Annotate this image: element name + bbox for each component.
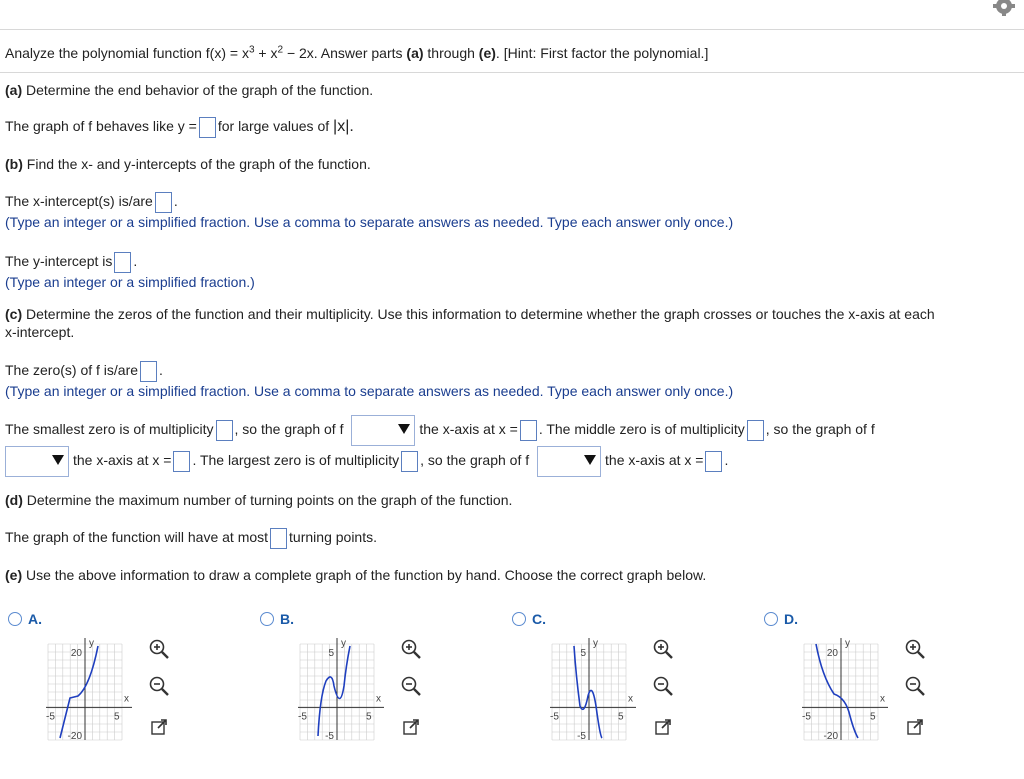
zoom-out-icon[interactable] (400, 675, 422, 697)
part-a-sentence: The graph of f behaves like y = for large values of |x|. (5, 117, 354, 138)
y-tick-bottom: -5 (577, 731, 586, 742)
end-behavior-input[interactable] (199, 117, 216, 138)
option-graph (534, 636, 664, 746)
option-label: B. (280, 611, 294, 627)
question-intro: Analyze the polynomial function $f(x) = x^3 + x^2 - 2x$. Answer parts (a) through (e). [Hint: First factor the polynomial.] (5, 44, 709, 61)
x-axis-label: x (376, 693, 381, 705)
option-graph (786, 636, 916, 746)
x-axis-label: x (124, 693, 129, 705)
zoom-in-icon[interactable] (652, 638, 674, 660)
largest-behavior-dropdown[interactable] (537, 446, 601, 477)
y-intercept-sentence: The y-intercept is . (5, 252, 137, 273)
x-tick-right: 5 (618, 711, 624, 723)
y-axis-label: y (341, 638, 346, 649)
x-tick-right: 5 (366, 711, 372, 723)
chevron-down-icon (398, 424, 410, 434)
x-tick-left: -5 (550, 711, 559, 723)
part-b-heading: (b) Find the x- and y-intercepts of the graph of the function. (5, 156, 371, 172)
y-axis-label: y (593, 638, 598, 649)
expand-icon[interactable] (652, 716, 674, 738)
option-graph (30, 636, 160, 746)
radio-button[interactable] (512, 612, 526, 626)
largest-multiplicity-input[interactable] (401, 451, 418, 472)
abs-x: |x|. (333, 118, 354, 136)
option-label: C. (532, 611, 546, 627)
chevron-down-icon (584, 455, 596, 465)
x-tick-left: -5 (46, 711, 55, 723)
multiplicity-line2: the x-axis at x = . The largest zero is of multiplicity , so the graph of f the x-axis at x = . (5, 445, 728, 477)
y-tick-top: 5 (580, 648, 586, 659)
zeros-sentence: The zero(s) of f is/are . (5, 361, 163, 382)
part-d-sentence: The graph of the function will have at most turning points. (5, 528, 377, 549)
x-intercept-input[interactable] (155, 192, 172, 213)
zoom-in-icon[interactable] (148, 638, 170, 660)
zoom-out-icon[interactable] (904, 675, 926, 697)
expand-icon[interactable] (904, 716, 926, 738)
x-intercept-sentence: The x-intercept(s) is/are . (5, 192, 178, 213)
option-graph (282, 636, 412, 746)
radio-button[interactable] (8, 612, 22, 626)
multiplicity-line1: The smallest zero is of multiplicity , so the graph of f the x-axis at x = . The middle zero is of multiplicity , so the graph of f (5, 414, 875, 446)
part-a-heading: (a) Determine the end behavior of the graph of the function. (5, 82, 374, 98)
expand-icon[interactable] (148, 716, 170, 738)
middle-multiplicity-input[interactable] (747, 420, 764, 441)
middle-behavior-dropdown[interactable] (5, 446, 69, 477)
x-axis-label: x (628, 693, 633, 705)
middle-zero-input[interactable] (173, 451, 190, 472)
zeros-input[interactable] (140, 361, 157, 382)
part-e-heading: (e) Use the above information to draw a complete graph of the function by hand. Choose the correct graph below. (5, 567, 707, 583)
y-intercept-note: (Type an integer or a simplified fraction.) (5, 274, 255, 290)
turning-points-input[interactable] (270, 528, 287, 549)
curve (318, 646, 350, 736)
x-tick-right: 5 (114, 711, 120, 723)
header-divider (0, 29, 1024, 30)
zoom-out-icon[interactable] (148, 675, 170, 697)
expand-icon[interactable] (400, 716, 422, 738)
radio-button[interactable] (764, 612, 778, 626)
x-tick-left: -5 (802, 711, 811, 723)
y-tick-bottom: -20 (67, 731, 82, 742)
zoom-in-icon[interactable] (400, 638, 422, 660)
option-label: D. (784, 611, 798, 627)
y-axis-label: y (89, 638, 94, 649)
y-tick-top: 5 (328, 648, 334, 659)
zoom-out-icon[interactable] (652, 675, 674, 697)
x-intercept-note: (Type an integer or a simplified fraction. Use a comma to separate answers as needed. Type each answer only once.) (5, 214, 734, 230)
y-tick-top: 20 (70, 648, 82, 659)
y-intercept-input[interactable] (114, 252, 131, 273)
smallest-zero-input[interactable] (520, 420, 537, 441)
y-tick-bottom: -5 (325, 731, 334, 742)
x-axis-label: x (880, 693, 885, 705)
y-axis-label: y (845, 638, 850, 649)
y-tick-top: 20 (826, 648, 838, 659)
zoom-in-icon[interactable] (904, 638, 926, 660)
option-label: A. (28, 611, 42, 627)
y-tick-bottom: -20 (823, 731, 838, 742)
smallest-multiplicity-input[interactable] (216, 420, 233, 441)
x-tick-left: -5 (298, 711, 307, 723)
part-c-heading-line2: x-intercept. (5, 324, 75, 340)
x-tick-right: 5 (870, 711, 876, 723)
divider (0, 72, 1024, 73)
chevron-down-icon (52, 455, 64, 465)
part-c-heading: (c) Determine the zeros of the function and their multiplicity. Use this information to determine whether the graph crosses or touches the x-axis at each (5, 306, 935, 322)
largest-zero-input[interactable] (705, 451, 722, 472)
smallest-behavior-dropdown[interactable] (351, 415, 415, 446)
part-d-heading: (d) Determine the maximum number of turning points on the graph of the function. (5, 492, 513, 508)
radio-button[interactable] (260, 612, 274, 626)
zeros-note: (Type an integer or a simplified fraction. Use a comma to separate answers as needed. Type each answer only once.) (5, 383, 734, 399)
gear-icon[interactable] (990, 0, 1018, 20)
